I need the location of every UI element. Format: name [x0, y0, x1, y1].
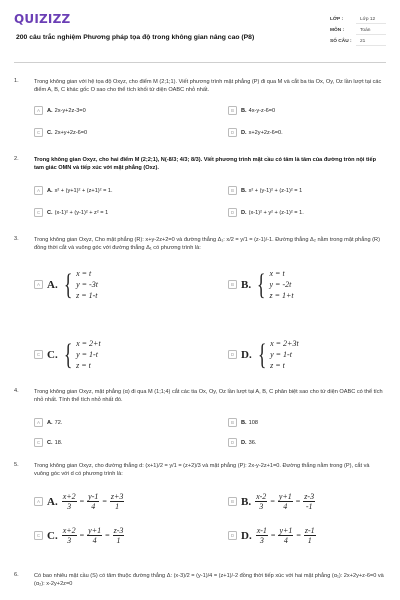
- option-b[interactable]: B B. 4x-y-z-6=0: [228, 106, 275, 115]
- option-box: C: [34, 350, 43, 359]
- fraction: $\frac{x-1}{3}$: [256, 526, 267, 545]
- header-divider: [14, 62, 386, 63]
- question-1: 1. Trong không gian với hệ tọa độ Oxyz, cho điểm M (2;1;1). Viết phương trình mặt phẳng (P) đi qua M và cắt ba tia Ox, Oy, Oz lần lượt tại các điểm A, B, C khác gốc O sao cho thể tích khối tứ diện OABC nhỏ nhất. A A. 2x-y+2z-3=0 B B. 4x-y-z-6=0 C C. 2x+y+2z-6=0 D D. x+2y+2z-6=0.: [14, 78, 386, 148]
- option-d[interactable]: D D. { x = 2+3t y = 1-t z = t: [228, 338, 299, 371]
- option-box: B: [228, 106, 237, 115]
- fraction: $\frac{x+2}{3}$: [62, 526, 76, 545]
- question-3: 3. Trong không gian Oxyz, Cho mặt phẳng (R): x+y-2z+2=0 và đường thẳng Δ₁: x/2 = y/1 = (z-1)/-1. Đường thẳng Δ₂ nằm trong mặt phẳng (R) đồng thời cắt và vuông góc với đường thẳng Δ₁ có phương trình là: A A. { x = t y = -3t z = 1-t B B. { x = t y = -2t z = 1+t C C. { x = 2+t y = 1-t z = t D D. { x = 2+3t y = 1-t z = t: [14, 236, 386, 382]
- option-box: D: [228, 128, 237, 137]
- question-5: 5. Trong không gian Oxyz, cho đường thẳng d: (x+1)/2 = y/1 = (z+2)/3 và mặt phẳng (P): 2x-y-2z+1=0. Đường thẳng nằm trong (P), cắt và vuông góc với d có phương trình là: A A. $\frac{x+2}{3}$ = $\frac{y-1}{4}$ = $\frac{z+3}{1}$ B B. $\frac{x-2}{3}$ = $\frac{y+1}{4}$ = $\frac{z-3}{-1}$ C C. $\frac{x+2}{3}$ = $\frac{y+1}{4}$ = $\frac{z-3}{1}$ D D. $\frac{x-1}{3}$ = $\frac{y+1}{4}$ = $\frac{z-1}{1}$: [14, 462, 386, 562]
- option-a[interactable]: A A. x² + (y+1)² + (z+1)² = 1.: [34, 186, 113, 195]
- equation-system: { x = 2+3t y = 1-t z = t: [257, 337, 299, 371]
- option-box: A: [34, 106, 43, 115]
- question-2: 2. Trong không gian Oxyz, cho hai điểm M (2;2;1), N(-8/3; 4/3; 8/3). Viết phương trình mặt cầu có tâm là tâm của đường tròn nội tiếp tam giác OMN và tiếp xúc với mặt phẳng (Oxz). A A. x² + (y+1)² + (z+1)² = 1. B B. x² + (y-1)² + (z-1)² = 1 C C. (x-1)² + (y-1)² + z² = 1 D D. (x-1)² + y² + (z-1)² = 1.: [14, 156, 386, 226]
- equation-system: { x = t y = -2t z = 1+t: [256, 267, 294, 301]
- quizizz-logo: QUIZIZZ: [14, 12, 71, 26]
- meta-count: SỐ CÂU : 21: [330, 36, 386, 47]
- option-b[interactable]: B B. x² + (y-1)² + (z-1)² = 1: [228, 186, 302, 195]
- option-box: D: [228, 350, 237, 359]
- option-box: A: [34, 186, 43, 195]
- option-a[interactable]: A A. 72.: [34, 418, 62, 427]
- option-c[interactable]: C C. $\frac{x+2}{3}$ = $\frac{y+1}{4}$ = $\frac{z-3}{1}$: [34, 526, 125, 545]
- question-4: 4. Trong không gian Oxyz, mặt phẳng (α) đi qua M (1;1;4) cắt các tia Ox, Oy, Oz lần lượt tại A, B, C phân biệt sao cho tứ diện OABC có thể tích nhỏ nhất. Tính thể tích nhỏ nhất đó. A A. 72. B B. 108 C C. 18. D D. 36.: [14, 388, 383, 446]
- meta-subject: MÔN : Toán: [330, 25, 386, 36]
- document-title: 200 câu trắc nghiệm Phương pháp tọa độ trong không gian nâng cao (P8): [16, 34, 255, 41]
- option-c[interactable]: C C. (x-1)² + (y-1)² + z² = 1: [34, 208, 108, 217]
- fraction: $\frac{y+1}{4}$: [279, 526, 293, 545]
- option-box: A: [34, 497, 43, 506]
- fraction: $\frac{y+1}{4}$: [88, 526, 102, 545]
- option-box: C: [34, 531, 43, 540]
- question-6: 6. Có bao nhiêu mặt cầu (S) có tâm thuộc đường thẳng Δ: (x-3)/2 = (y-1)/4 = (z+1)/-2 đồng thời tiếp xúc với hai mặt phẳng (α₁): 2x+2y+z-6=0 và (α₂): x-2y+2z=0: [14, 572, 384, 587]
- page-header: [14, 10, 386, 60]
- question-text: Trong không gian Oxyz, mặt phẳng (α) đi qua M (1;1;4) cắt các tia Ox, Oy, Oz lần lượt tại A, B, C phân biệt sao cho tứ diện OABC có thể tích nhỏ nhất. Tính thể tích nhỏ nhất đó.: [34, 389, 383, 403]
- fraction: $\frac{z-3}{1}$: [113, 526, 124, 545]
- option-box: D: [228, 208, 237, 217]
- fraction: $\frac{z-3}{-1}$: [304, 492, 315, 511]
- question-text: Có bao nhiêu mặt cầu (S) có tâm thuộc đường thẳng Δ: (x-3)/2 = (y-1)/4 = (z+1)/-2 đồng thời tiếp xúc với hai mặt phẳng (α₁): 2x+2y+z-6=0 và (α₂): x-2y+2z=0: [34, 573, 384, 587]
- option-a[interactable]: A A. { x = t y = -3t z = 1-t: [34, 268, 98, 301]
- fraction: $\frac{x+2}{3}$: [62, 492, 76, 511]
- option-c[interactable]: C C. 2x+y+2z-6=0: [34, 128, 87, 137]
- option-box: D: [228, 531, 237, 540]
- fraction: $\frac{y+1}{4}$: [278, 492, 292, 511]
- option-box: D: [228, 438, 237, 447]
- option-d[interactable]: D D. 36.: [228, 438, 256, 447]
- meta-class: LỚP : Lớp 12: [330, 14, 386, 25]
- fraction: $\frac{x-2}{3}$: [256, 492, 267, 511]
- option-box: A: [34, 418, 43, 427]
- question-text: Trong không gian với hệ tọa độ Oxyz, cho điểm M (2;1;1). Viết phương trình mặt phẳng (P) đi qua M và cắt ba tia Ox, Oy, Oz lần lượt tại các điểm A, B, C khác gốc O sao cho thể tích khối tứ diện OABC nhỏ nhất.: [34, 79, 382, 93]
- fraction: $\frac{y-1}{4}$: [88, 492, 99, 511]
- option-box: B: [228, 186, 237, 195]
- option-box: B: [228, 280, 237, 289]
- option-b[interactable]: B B. { x = t y = -2t z = 1+t: [228, 268, 294, 301]
- option-d[interactable]: D D. (x-1)² + y² + (z-1)² = 1.: [228, 208, 304, 217]
- option-b[interactable]: B B. 108: [228, 418, 258, 427]
- option-box: C: [34, 208, 43, 217]
- option-d[interactable]: D D. $\frac{x-1}{3}$ = $\frac{y+1}{4}$ = $\frac{z-1}{1}$: [228, 526, 317, 545]
- equation-system: { x = t y = -3t z = 1-t: [63, 267, 98, 301]
- equation-system: { x = 2+t y = 1-t z = t: [63, 337, 101, 371]
- fraction: $\frac{z-1}{1}$: [304, 526, 315, 545]
- question-text: Trong không gian Oxyz, cho hai điểm M (2;2;1), N(-8/3; 4/3; 8/3). Viết phương trình mặt cầu có tâm là tâm của đường tròn nội tiếp tam giác OMN và tiếp xúc với mặt phẳng (Oxz).: [34, 157, 376, 171]
- option-box: C: [34, 438, 43, 447]
- option-box: C: [34, 128, 43, 137]
- option-box: B: [228, 497, 237, 506]
- option-d[interactable]: D D. x+2y+2z-6=0.: [228, 128, 283, 137]
- option-b[interactable]: B B. $\frac{x-2}{3}$ = $\frac{y+1}{4}$ = $\frac{z-3}{-1}$: [228, 492, 316, 511]
- option-c[interactable]: C C. 18.: [34, 438, 62, 447]
- option-a[interactable]: A A. $\frac{x+2}{3}$ = $\frac{y-1}{4}$ = $\frac{z+3}{1}$: [34, 492, 125, 511]
- option-box: A: [34, 280, 43, 289]
- question-text: Trong không gian Oxyz, Cho mặt phẳng (R): x+y-2z+2=0 và đường thẳng Δ₁: x/2 = y/1 = (z-1)/-1. Đường thẳng Δ₂ nằm trong mặt phẳng (R) đồng thời cắt và vuông góc với đường thẳng Δ₁ có phương trình là:: [34, 237, 380, 251]
- meta-box: [330, 14, 386, 47]
- fraction: $\frac{z+3}{1}$: [110, 492, 124, 511]
- option-box: B: [228, 418, 237, 427]
- option-a[interactable]: A A. 2x-y+2z-3=0: [34, 106, 86, 115]
- option-c[interactable]: C C. { x = 2+t y = 1-t z = t: [34, 338, 101, 371]
- question-text: Trong không gian Oxyz, cho đường thẳng d: (x+1)/2 = y/1 = (z+2)/3 và mặt phẳng (P): 2x-y-2z+1=0. Đường thẳng nằm trong (P), cắt và vuông góc với d có phương trình là:: [34, 463, 370, 477]
